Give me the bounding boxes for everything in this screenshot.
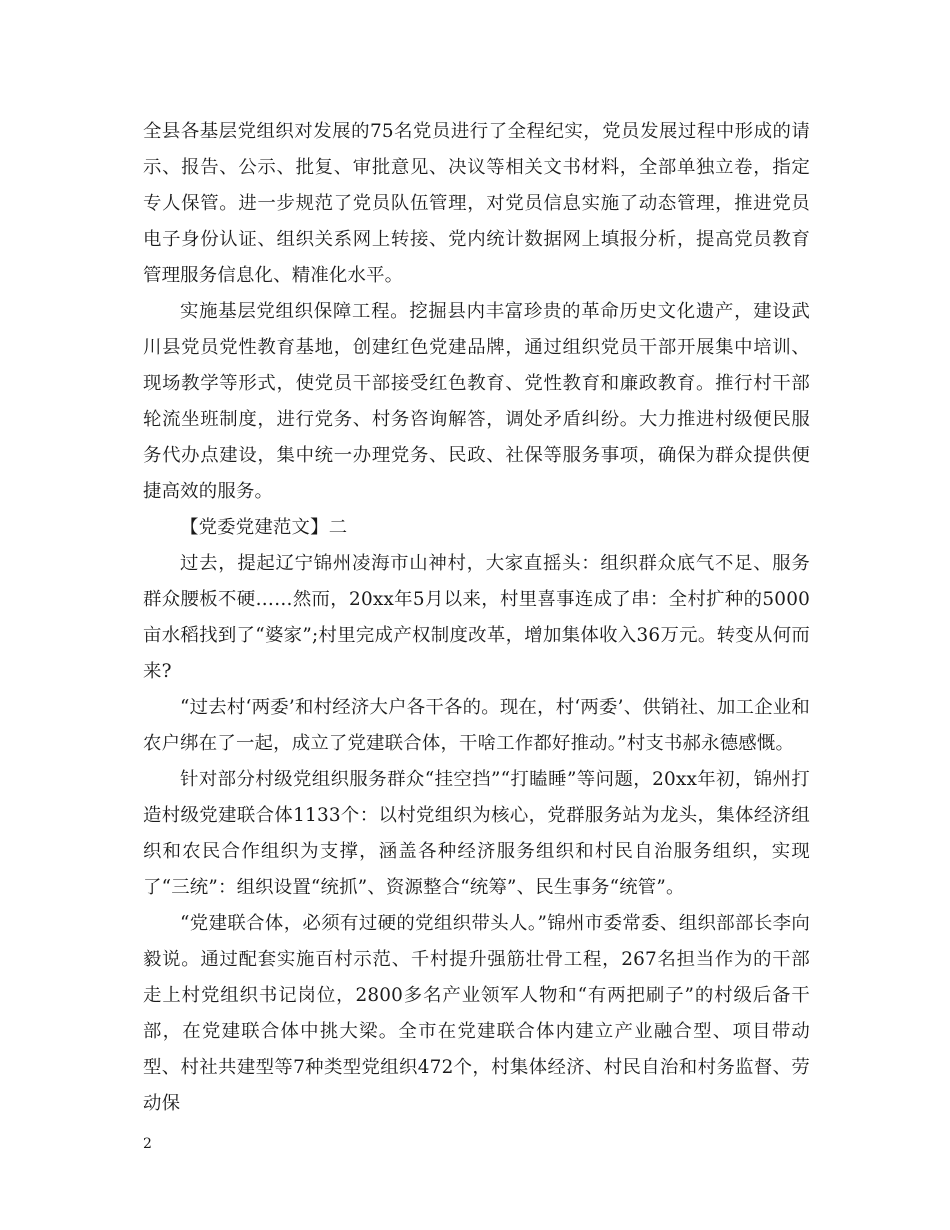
paragraph-3: 过去，提起辽宁锦州凌海市山神村，大家直摇头：组织群众底气不足、服务群众腰板不硬……然而，20xx年5月以来，村里喜事连成了串：全村扩种的5000亩水稻找到了“婆家”;村里完成产权制度改革，增加集体收入36万元。转变从何而来? xyxy=(143,553,810,682)
paragraph-6: “党建联合体，必须有过硬的党组织带头人。”锦州市委常委、组织部部长李向毅说。通过配套实施百村示范、千村提升强筋壮骨工程，267名担当作为的干部走上村党组织书记岗位，2800多名产业领军人物和“有两把刷子”的村级后备干部，在党建联合体中挑大梁。全市在党建联合体内建立产业融合型、项目带动型、村社共建型等7种类型党组织472个，村集体经济、村民自治和村务监督、劳动保 xyxy=(143,913,810,1114)
document-body xyxy=(143,114,810,1122)
paragraph-2: 实施基层党组织保障工程。挖掘县内丰富珍贵的革命历史文化遗产，建设武川县党员党性教育基地，创建红色党建品牌，通过组织党员干部开展集中培训、现场教学等形式，使党员干部接受红色教育、党性教育和廉政教育。推行村干部轮流坐班制度，进行党务、村务咨询解答，调处矛盾纠纷。大力推进村级便民服务代办点建设，集中统一办理党务、民政、社保等服务事项，确保为群众提供便捷高效的服务。 xyxy=(143,301,810,502)
paragraph-4: “过去村‘两委’和村经济大户各干各的。现在，村‘两委’、供销社、加工企业和农户绑在了一起，成立了党建联合体，干啥工作都好推动。”村支书郝永德感慨。 xyxy=(143,697,810,754)
paragraph-5: 针对部分村级党组织服务群众“挂空挡”“打瞌睡”等问题，20xx年初，锦州打造村级党建联合体1133个：以村党组织为核心，党群服务站为龙头，集体经济组织和农民合作组织为支撑，涵盖各种经济服务组织和村民自治服务组织，实现了“三统”：组织设置“统抓”、资源整合“统筹”、民生事务“统管”。 xyxy=(143,769,810,898)
page-number: 2 xyxy=(143,1136,152,1152)
section-heading: 【党委党建范文】二 xyxy=(180,517,348,538)
paragraph-1: 全县各基层党组织对发展的75名党员进行了全程纪实，党员发展过程中形成的请示、报告、公示、批复、审批意见、决议等相关文书材料，全部单独立卷，指定专人保管。进一步规范了党员队伍管理，对党员信息实施了动态管理，推进党员电子身份认证、组织关系网上转接、党内统计数据网上填报分析，提高党员教育管理服务信息化、精准化水平。 xyxy=(143,121,810,286)
